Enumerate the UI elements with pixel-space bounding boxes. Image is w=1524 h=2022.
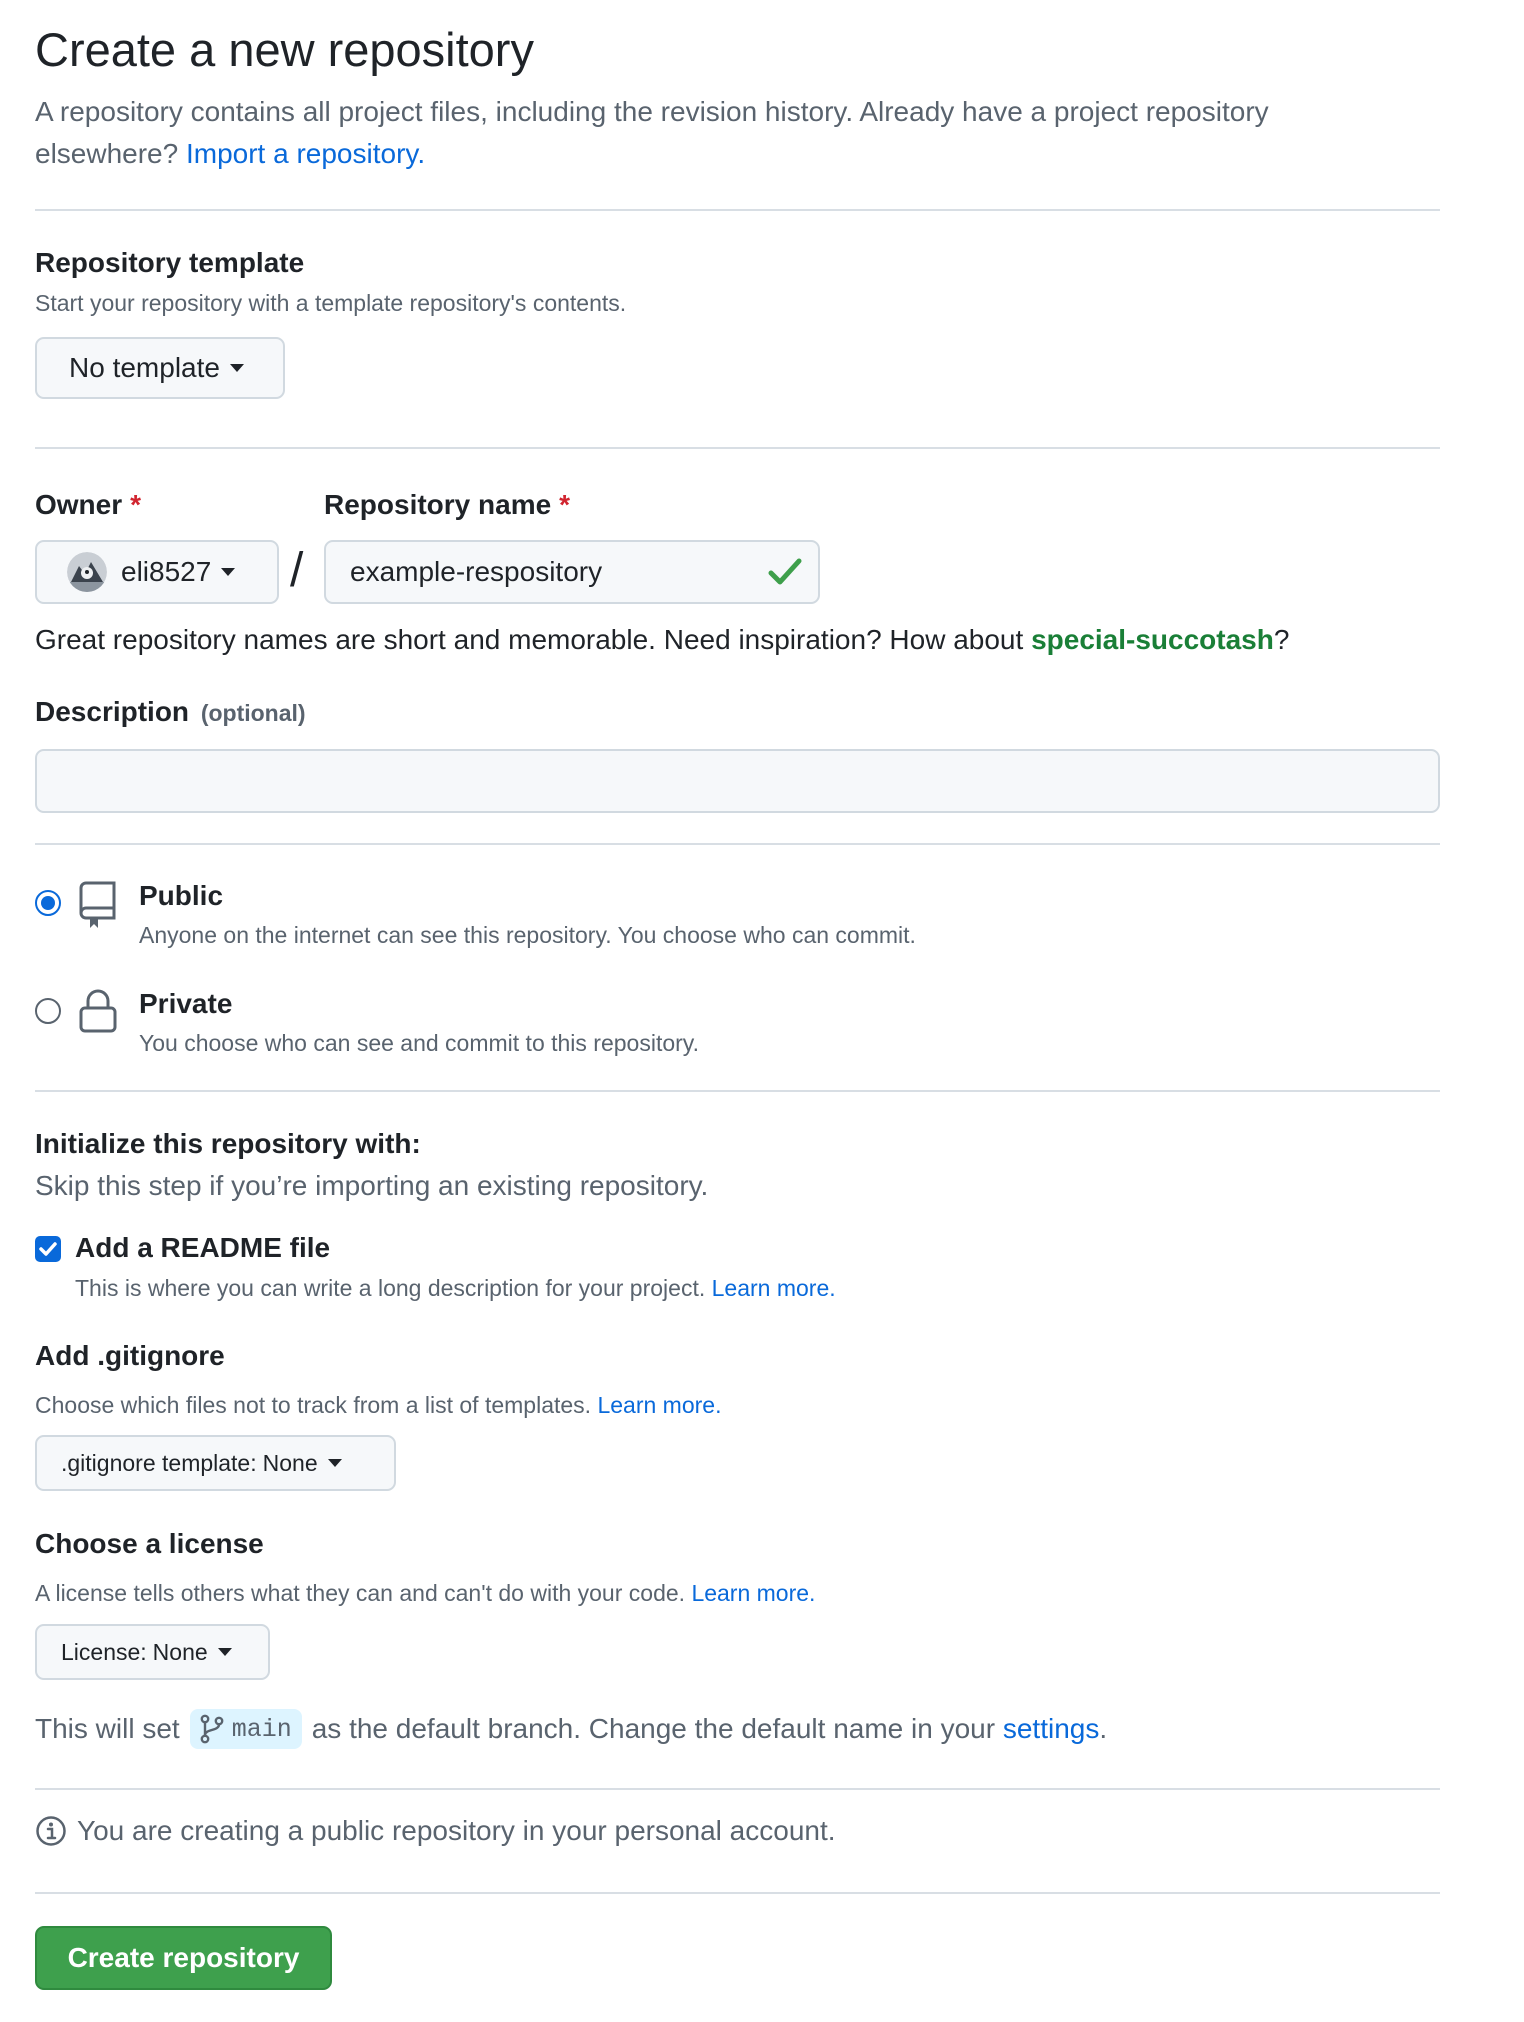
description-input[interactable]: [35, 749, 1440, 813]
owner-repo-separator: /: [290, 544, 304, 597]
divider: [35, 447, 1440, 449]
caret-down-icon: [328, 1459, 342, 1467]
required-mark: *: [130, 489, 142, 520]
divider: [35, 843, 1440, 845]
template-dropdown-label: No template: [69, 352, 220, 383]
divider: [35, 1788, 1440, 1790]
private-radio[interactable]: [35, 998, 61, 1024]
caret-down-icon: [221, 568, 235, 576]
readme-checkbox[interactable]: [35, 1236, 61, 1262]
git-branch-icon: [200, 1714, 224, 1744]
avatar: [67, 552, 107, 592]
template-heading: Repository template: [35, 247, 305, 278]
repo-icon: [78, 880, 118, 935]
caret-down-icon: [218, 1648, 232, 1656]
license-desc: A license tells others what they can and can't do with your code. Learn more.: [35, 1580, 816, 1606]
checkmark-icon: [35, 1236, 61, 1262]
repo-name-value: example-respository: [350, 556, 603, 587]
gitignore-dropdown-prefix: .gitignore template:: [61, 1449, 257, 1476]
create-repository-button[interactable]: Create repository: [35, 1926, 332, 1990]
template-subtext: Start your repository with a template repository's contents.: [35, 290, 627, 316]
license-dropdown-prefix: License:: [61, 1638, 147, 1665]
page-title: Create a new repository: [35, 23, 534, 76]
license-heading: Choose a license: [35, 1528, 264, 1559]
owner-label: Owner *: [35, 489, 142, 520]
gitignore-dropdown-button[interactable]: [35, 1435, 396, 1491]
public-desc: Anyone on the internet can see this repository. You choose who can commit.: [139, 922, 916, 948]
private-label: Private: [139, 988, 233, 1019]
page-intro: [35, 91, 1415, 175]
account-notice: [35, 1815, 836, 1847]
owner-dropdown-button[interactable]: [35, 540, 279, 604]
required-mark: *: [559, 489, 571, 520]
template-dropdown-button[interactable]: [35, 337, 285, 399]
public-radio[interactable]: [35, 890, 61, 916]
owner-name: eli8527: [121, 556, 212, 587]
divider: [35, 209, 1440, 211]
license-learn-more-link[interactable]: Learn more.: [691, 1580, 816, 1606]
info-icon: [35, 1815, 67, 1847]
intro-text: A repository contains all project files, including the revision history. Already have a project repository elsewhere?: [35, 96, 1269, 169]
readme-label[interactable]: Add a README file: [75, 1232, 331, 1263]
repo-name-input[interactable]: [324, 540, 820, 604]
optional-tag: (optional): [200, 700, 306, 726]
gitignore-learn-more-link[interactable]: Learn more.: [597, 1392, 722, 1418]
repo-name-label: Repository name *: [324, 489, 571, 520]
notice-text: You are creating a public repository in your personal account.: [77, 1815, 836, 1846]
settings-link[interactable]: settings: [1002, 1713, 1100, 1744]
branch-chip: [190, 1709, 302, 1749]
check-icon: [768, 556, 802, 595]
default-branch-note: This will set main as the default branch. Change the default name in your settings.: [35, 1709, 1107, 1749]
public-label: Public: [139, 880, 224, 911]
import-repository-link[interactable]: Import a repository.: [185, 138, 426, 169]
gitignore-desc: Choose which files not to track from a list of templates. Learn more.: [35, 1392, 722, 1418]
readme-learn-more-link[interactable]: Learn more.: [711, 1275, 836, 1301]
branch-name: main: [231, 1714, 292, 1744]
divider: [35, 1090, 1440, 1092]
caret-down-icon: [230, 364, 244, 372]
license-dropdown-value: None: [152, 1638, 208, 1665]
suggested-name[interactable]: special-succotash: [1031, 624, 1274, 655]
readme-desc: This is where you can write a long description for your project. Learn more.: [75, 1275, 836, 1301]
license-dropdown-button[interactable]: [35, 1624, 270, 1680]
repo-name-hint: Great repository names are short and memorable. Need inspiration? How about special-succotash?: [35, 624, 1290, 655]
lock-icon: [78, 988, 118, 1039]
private-desc: You choose who can see and commit to this repository.: [139, 1030, 699, 1056]
description-label: Description (optional): [35, 696, 306, 727]
initialize-heading: Initialize this repository with:: [35, 1128, 421, 1159]
initialize-subtext: Skip this step if you’re importing an existing repository.: [35, 1170, 709, 1201]
gitignore-dropdown-value: None: [262, 1449, 318, 1476]
divider: [35, 1892, 1440, 1894]
gitignore-heading: Add .gitignore: [35, 1340, 225, 1371]
